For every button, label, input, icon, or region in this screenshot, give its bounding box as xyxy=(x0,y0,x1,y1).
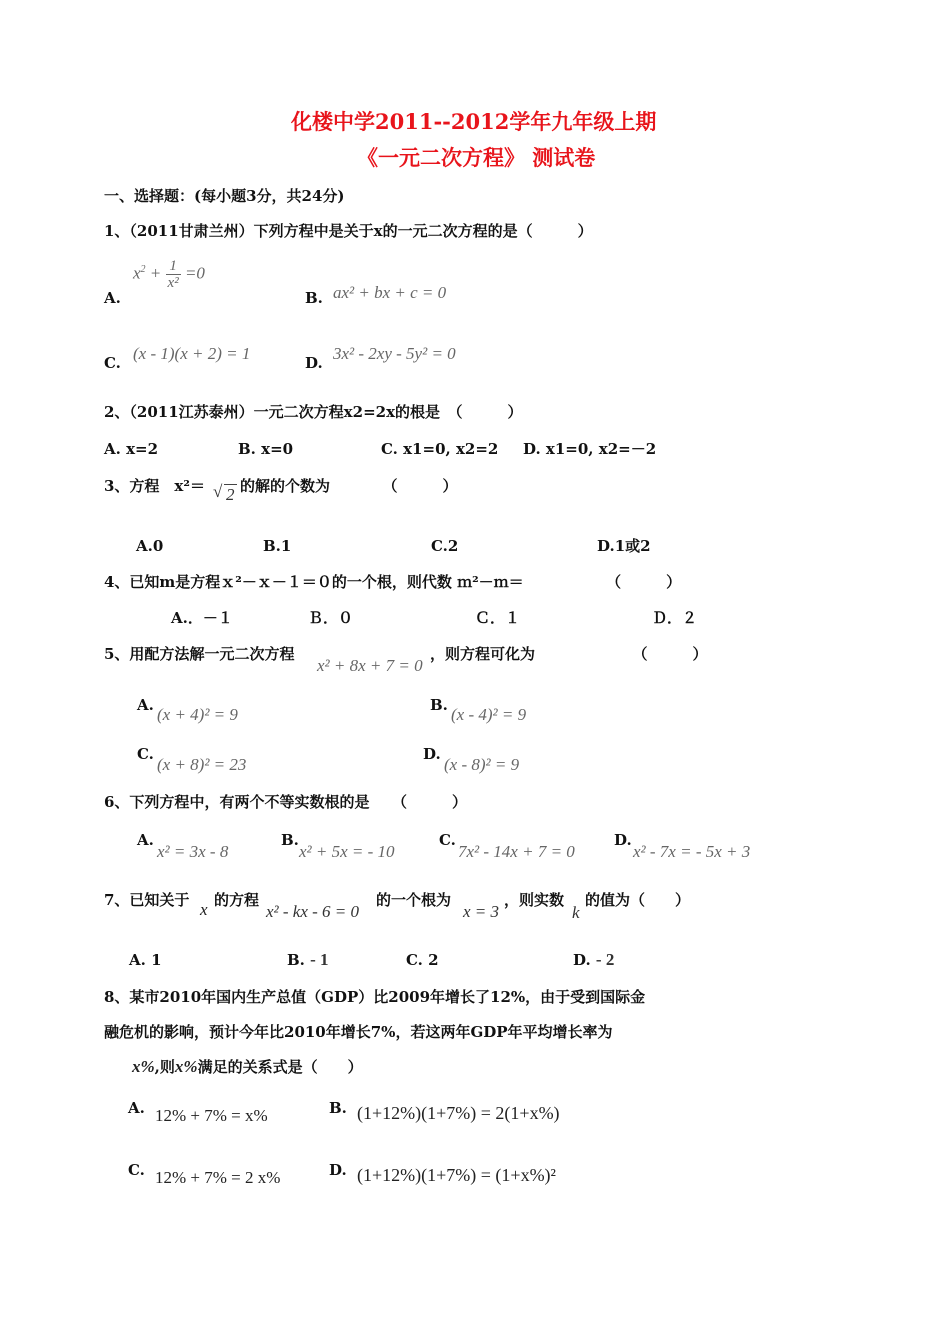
q3-option-c: C.2 xyxy=(431,537,459,555)
q3-option-a: A.0 xyxy=(136,537,164,555)
q1-option-c-label: C. xyxy=(104,354,121,372)
q3-stem-a: 3、方程 x²＝ xyxy=(104,477,205,495)
q5-option-b-label: B. xyxy=(430,696,448,714)
q8-option-a-expr: 12% + 7% = x% xyxy=(155,1106,268,1125)
q7-option-a: A. 1 xyxy=(129,951,162,969)
q6-option-c-expr: 7x² - 14x + 7 = 0 xyxy=(458,842,575,861)
q1-option-d-label: D. xyxy=(305,354,323,372)
q7-equation: x² - kx - 6 = 0 xyxy=(266,902,360,921)
q5-option-d-expr: (x - 8)² = 9 xyxy=(444,755,520,774)
q2-option-d: D. x1=0, x2=－2 xyxy=(523,440,657,458)
q7-variable-x: x xyxy=(200,900,208,919)
q5-stem-b: ，则方程可化为 （ ） xyxy=(430,645,708,663)
q6-option-b-label: B. xyxy=(281,831,299,849)
q5-option-a-expr: (x + 4)² = 9 xyxy=(157,705,238,724)
q4-option-a: A.．－１ xyxy=(171,609,233,627)
q1-option-a-expr: $x^2$ + $\frac{1}{\text{x²}}$ =0 xyxy=(133,258,205,291)
q5-stem-a: 5、用配方法解一元二次方程 xyxy=(104,645,295,663)
q1-option-b-label: B. xyxy=(305,289,323,307)
q3-sqrt: √ 2 xyxy=(214,484,237,505)
q8-option-d-expr: (1+12%)(1+7%) = (1+x%)² xyxy=(357,1165,556,1185)
q6-option-a-label: A. xyxy=(137,831,154,849)
q3-option-d: D.1或2 xyxy=(597,537,651,555)
q3-option-b: B.1 xyxy=(263,537,292,555)
q8-option-c-expr: 12% + 7% = 2 x% xyxy=(155,1168,281,1187)
q5-option-c-label: C. xyxy=(137,745,154,763)
q8-option-c-label: C. xyxy=(128,1161,145,1179)
q3-stem-b: 的解的个数为 （ ） xyxy=(240,477,458,495)
q6-option-d-expr: x² - 7x = - 5x + 3 xyxy=(633,842,751,861)
q4-option-b: Ｂ．０ xyxy=(308,609,354,627)
q1-option-d-expr: 3x² - 2xy - 5y² = 0 xyxy=(333,344,456,363)
page-title: 化楼中学2011--2012学年九年级上期 xyxy=(291,109,657,134)
q7-option-c: C. 2 xyxy=(406,951,439,969)
q7-option-d: D. - 2 xyxy=(573,950,615,969)
q4-option-c: Ｃ．１ xyxy=(475,609,521,627)
q8-option-a-label: A. xyxy=(128,1099,145,1117)
q2-option-a: A. x=2 xyxy=(104,440,159,458)
q7-stem-part1: 7、已知关于 xyxy=(104,891,190,909)
q2-option-c: C. x1=0, x2=2 xyxy=(381,440,499,458)
q8-stem-line2: 融危机的影响，预计今年比2010年增长7%，若这两年GDP年平均增长率为 xyxy=(104,1023,613,1041)
q7-stem-part5: 的值为（ ） xyxy=(585,891,691,909)
q8-stem-line3: x%,则x%满足的关系式是（ ） xyxy=(132,1057,363,1076)
q8-option-d-label: D. xyxy=(329,1161,347,1179)
q7-root: x = 3 xyxy=(463,902,500,921)
section-heading: 一、选择题：(每小题3分，共24分) xyxy=(104,187,345,205)
q5-option-b-expr: (x - 4)² = 9 xyxy=(451,705,527,724)
q6-stem: 6、下列方程中，有两个不等实数根的是 （ ） xyxy=(104,793,467,811)
q8-stem-line1: 8、某市2010年国内生产总值（GDP）比2009年增长了12%，由于受到国际金 xyxy=(104,988,646,1006)
q1-stem: 1、（2011甘肃兰州）下列方程中是关于x的一元二次方程的是（ ） xyxy=(104,222,593,240)
q1-option-a-label: A. xyxy=(104,289,121,307)
q7-stem-part3: 的一个根为 xyxy=(376,891,452,909)
q2-option-b: B. x=0 xyxy=(238,440,294,458)
q1-option-c-expr: (x - 1)(x + 2) = 1 xyxy=(133,344,251,363)
page-subtitle: 《一元二次方程》 测试卷 xyxy=(357,145,596,170)
q7-stem-part2: 的方程 xyxy=(214,891,260,909)
q6-option-c-label: C. xyxy=(439,831,456,849)
q6-option-a-expr: x² = 3x - 8 xyxy=(157,842,229,861)
q8-option-b-label: B. xyxy=(329,1099,347,1117)
q5-option-a-label: A. xyxy=(137,696,154,714)
q5-equation: x² + 8x + 7 = 0 xyxy=(317,656,423,675)
q8-option-b-expr: (1+12%)(1+7%) = 2(1+x%) xyxy=(357,1103,560,1123)
q5-option-d-label: D. xyxy=(423,745,441,763)
q6-option-b-expr: x² + 5x = - 10 xyxy=(299,842,395,861)
q1-option-a-fraction: $\frac{1}{\text{x²}}$ xyxy=(167,258,179,291)
q7-variable-k: k xyxy=(572,903,580,922)
q2-stem: 2、（2011江苏泰州）一元二次方程x2=2x的根是 （ ） xyxy=(104,403,523,421)
q4-stem: 4、已知m是方程ｘ²－ｘ－１＝０的一个根，则代数 ｍ²－ｍ＝ （ ） xyxy=(104,573,682,591)
q1-option-b-expr: ax² + bx + c = 0 xyxy=(333,283,447,302)
q7-stem-part4: ，则实数 xyxy=(504,891,565,909)
q5-option-c-expr: (x + 8)² = 23 xyxy=(157,755,247,774)
q7-option-b: B. - 1 xyxy=(287,950,329,969)
q6-option-d-label: D. xyxy=(614,831,632,849)
q4-option-d: Ｄ．２ xyxy=(652,609,698,627)
